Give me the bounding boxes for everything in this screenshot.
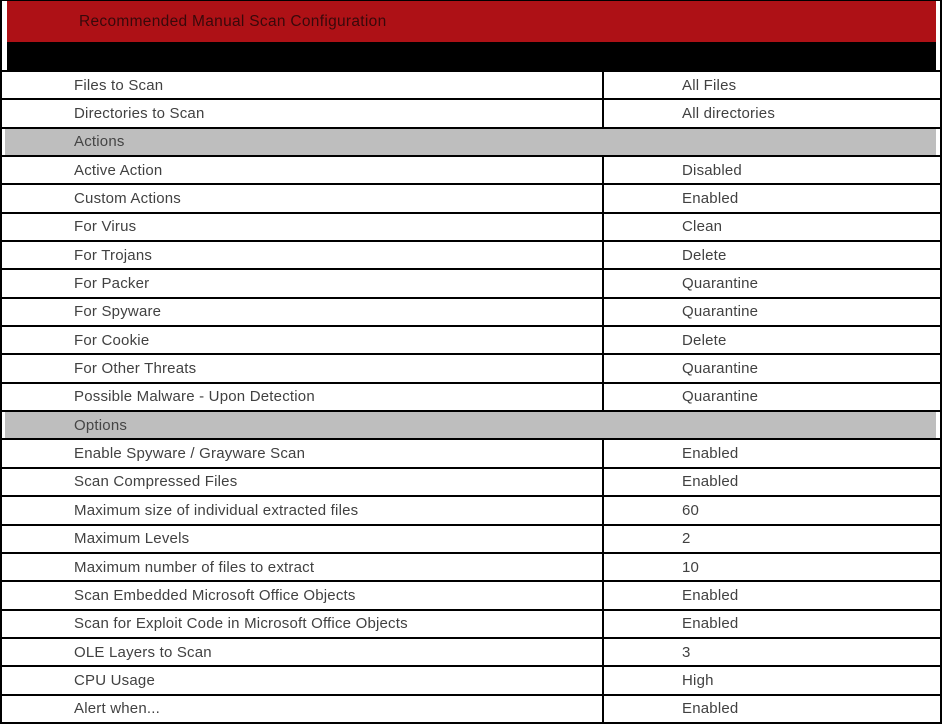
table-row xyxy=(2,665,940,693)
setting-value: Delete xyxy=(682,246,727,264)
setting-label: Active Action xyxy=(2,157,604,183)
page-title: Recommended Manual Scan Configuration xyxy=(79,12,387,30)
setting-value: Enabled xyxy=(682,473,739,491)
setting-label: Alert when... xyxy=(2,696,604,722)
table-header-bar xyxy=(7,42,936,70)
setting-label: Enable Spyware / Grayware Scan xyxy=(2,440,604,466)
table-row xyxy=(2,98,940,126)
setting-value: Quarantine xyxy=(682,360,759,378)
setting-label: OLE Layers to Scan xyxy=(2,639,604,665)
setting-value: Quarantine xyxy=(682,275,759,293)
table-row xyxy=(2,297,940,325)
setting-value: Quarantine xyxy=(682,303,759,321)
setting-label: For Virus xyxy=(2,214,604,240)
setting-label: Scan Compressed Files xyxy=(2,469,604,495)
setting-label: For Cookie xyxy=(2,327,604,353)
setting-label: Possible Malware - Upon Detection xyxy=(2,384,604,410)
setting-value: Enabled xyxy=(682,700,739,718)
setting-label: Maximum Levels xyxy=(2,526,604,552)
setting-value: 10 xyxy=(682,558,700,576)
setting-value: Quarantine xyxy=(682,388,759,406)
table-row xyxy=(2,467,940,495)
setting-value: Enabled xyxy=(682,190,739,208)
table-row xyxy=(2,637,940,665)
table-row xyxy=(2,155,940,183)
setting-label: For Trojans xyxy=(2,242,604,268)
table-row xyxy=(2,552,940,580)
section-row xyxy=(2,127,940,155)
setting-value: Disabled xyxy=(682,161,742,179)
setting-value: Delete xyxy=(682,331,727,349)
setting-label: For Spyware xyxy=(2,299,604,325)
table-row xyxy=(2,694,940,722)
setting-label: Scan Embedded Microsoft Office Objects xyxy=(2,582,604,608)
setting-label: Custom Actions xyxy=(2,185,604,211)
setting-value: Enabled xyxy=(682,615,739,633)
setting-value: Clean xyxy=(682,218,723,236)
setting-label: Maximum number of files to extract xyxy=(2,554,604,580)
section-header-label: Options xyxy=(5,412,936,438)
setting-value: All directories xyxy=(682,105,776,123)
table-row xyxy=(2,212,940,240)
setting-value: All Files xyxy=(682,76,737,94)
table-row xyxy=(2,609,940,637)
table-row xyxy=(2,524,940,552)
table-row xyxy=(2,268,940,296)
table-row xyxy=(2,240,940,268)
setting-label: Maximum size of individual extracted files xyxy=(2,497,604,523)
table-title-bar xyxy=(7,1,936,42)
table-row xyxy=(2,325,940,353)
setting-value: High xyxy=(682,671,714,689)
section-header-label: Actions xyxy=(5,129,936,155)
setting-value: Enabled xyxy=(682,586,739,604)
table-row xyxy=(2,495,940,523)
table-row xyxy=(2,382,940,410)
setting-label: Directories to Scan xyxy=(2,100,604,126)
setting-value: Enabled xyxy=(682,445,739,463)
setting-value: 60 xyxy=(682,501,700,519)
setting-value: 3 xyxy=(682,643,691,661)
table-row xyxy=(2,183,940,211)
setting-label: CPU Usage xyxy=(2,667,604,693)
table-body xyxy=(2,70,940,722)
setting-label: Scan for Exploit Code in Microsoft Office Objects xyxy=(2,611,604,637)
table-row xyxy=(2,580,940,608)
setting-label: For Packer xyxy=(2,270,604,296)
section-row xyxy=(2,410,940,438)
table-row xyxy=(2,438,940,466)
table-row xyxy=(2,353,940,381)
table-row xyxy=(2,70,940,98)
setting-value: 2 xyxy=(682,530,691,548)
setting-label: Files to Scan xyxy=(2,72,604,98)
setting-label: For Other Threats xyxy=(2,355,604,381)
